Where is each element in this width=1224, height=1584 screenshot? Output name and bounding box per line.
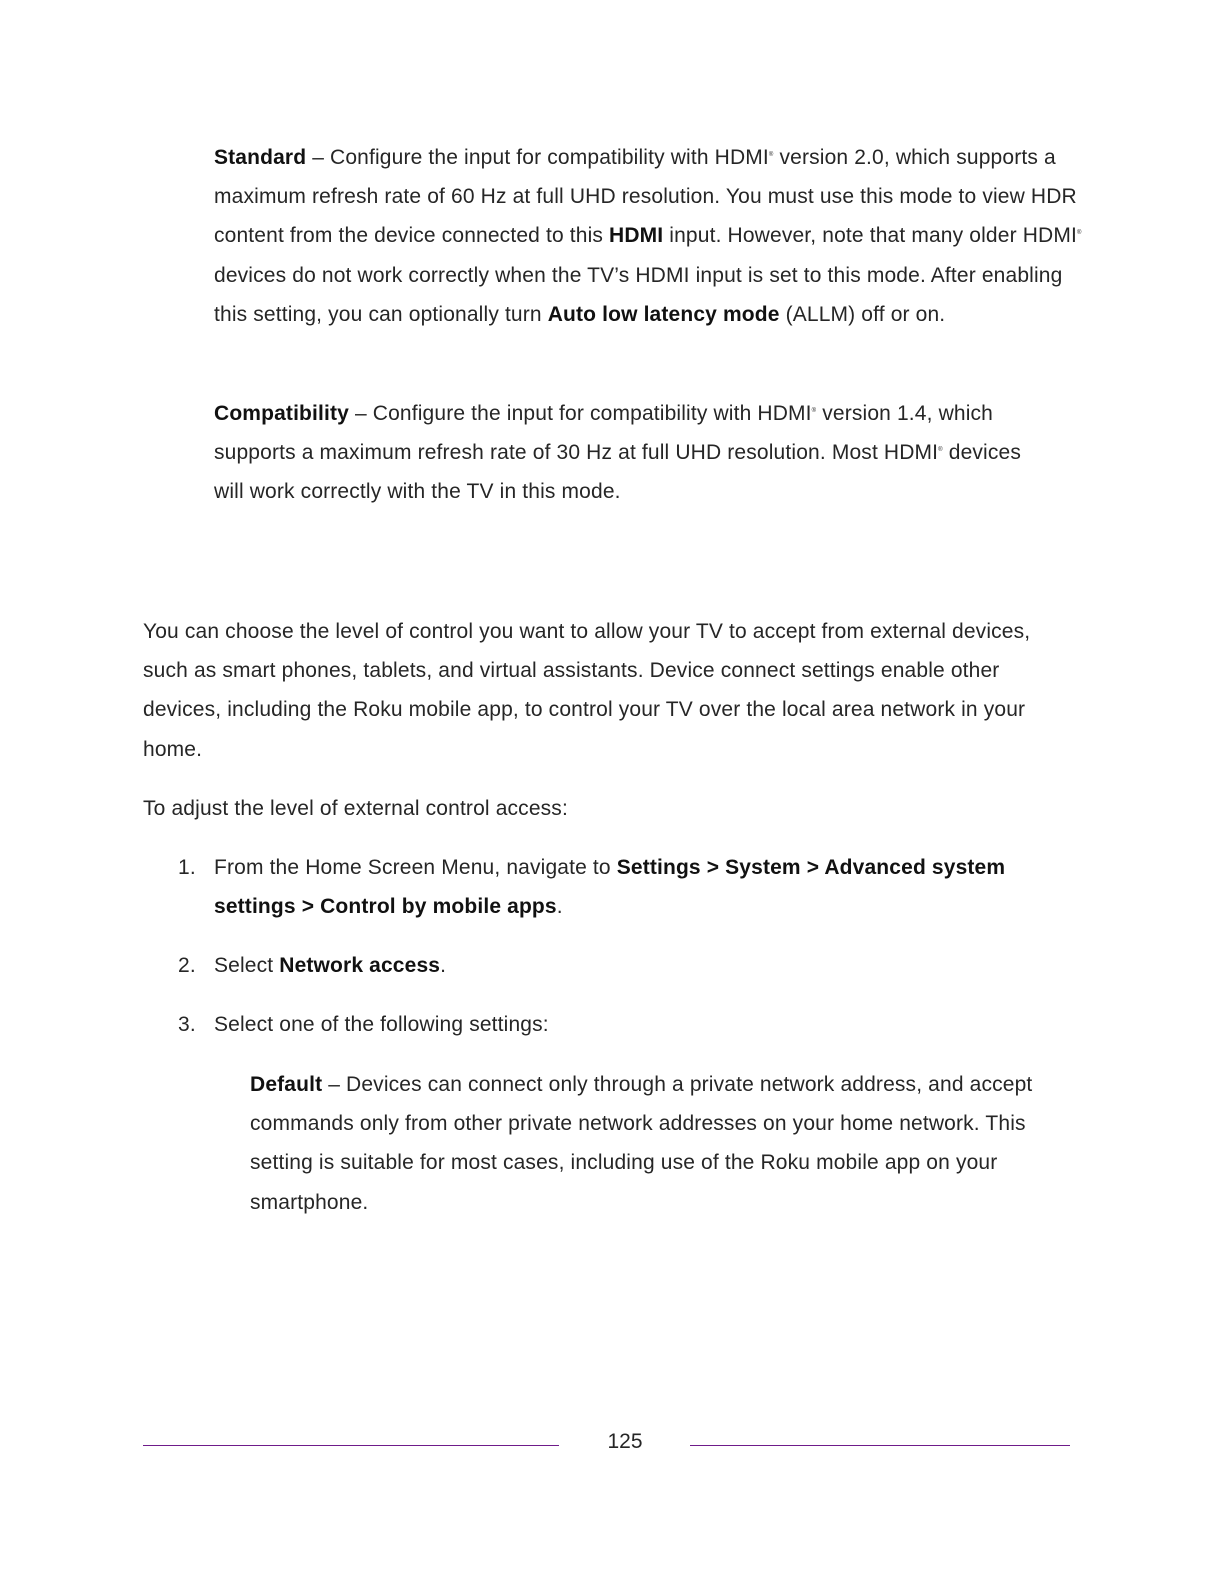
- standard-term: Standard: [214, 146, 307, 169]
- step-number: 3.: [178, 1013, 196, 1036]
- hdmi-bold: HDMI: [609, 224, 664, 248]
- registered-mark: ®: [768, 152, 774, 158]
- adjust-instruction: To adjust the level of external control access:: [143, 797, 568, 820]
- step-3: 3. Select one of the following settings:: [214, 1005, 1034, 1044]
- allm-bold: Auto low latency mode: [547, 302, 780, 326]
- step-number: 1.: [178, 856, 196, 879]
- default-setting-paragraph: Default – Devices can connect only through a private network address, and accept commands only from other private network addresses on your home network. This setting is suitable for most cases, including use of the Roku mobile app on your smartphone.: [250, 1073, 1033, 1214]
- compatibility-term: Compatibility: [214, 402, 349, 425]
- step-2: 2. Select Network access.: [214, 946, 1034, 985]
- intro-paragraph: You can choose the level of control you want to allow your TV to accept from external devices, such as smart phones, tablets, and virtual assistants. Device connect settings enable other devices, including the Roku mobile app, to control your TV over the local area network in your home.: [143, 620, 1031, 761]
- compatibility-paragraph: Compatibility – Configure the input for compatibility with HDMI® version 1.4, which supports a maximum refresh rate of 30 Hz at full UHD resolution. Most HDMI® devices will work correctly with the TV in this mode.: [214, 402, 1021, 504]
- registered-mark: ®: [811, 408, 817, 414]
- footer-rule-left: [143, 1445, 559, 1446]
- registered-mark: ®: [1076, 230, 1082, 237]
- page-number: 125: [607, 1430, 643, 1453]
- default-term: Default: [250, 1073, 323, 1096]
- standard-paragraph: Standard – Configure the input for compatibility with HDMI® version 2.0, which supports a maximum refresh rate of 60 Hz at full UHD resolution. You must use this mode to view HDR content from the device connected to this HDMI input. However, note that many older HDMI® devices do not work correctly when the TV’s HDMI input is set to this mode. After enabling this setting, you can optionally turn Auto low latency mode (ALLM) off or on.: [214, 146, 1082, 326]
- footer-rule-right: [690, 1445, 1070, 1446]
- step-number: 2.: [178, 954, 196, 977]
- network-access-bold: Network access: [279, 954, 441, 977]
- registered-mark: ®: [938, 447, 943, 454]
- settings-path: Settings > System > Advanced system settings > Control by mobile apps: [214, 856, 1006, 919]
- step-1: 1. From the Home Screen Menu, navigate to Settings > System > Advanced system settings > Control by mobile apps.: [214, 848, 1034, 926]
